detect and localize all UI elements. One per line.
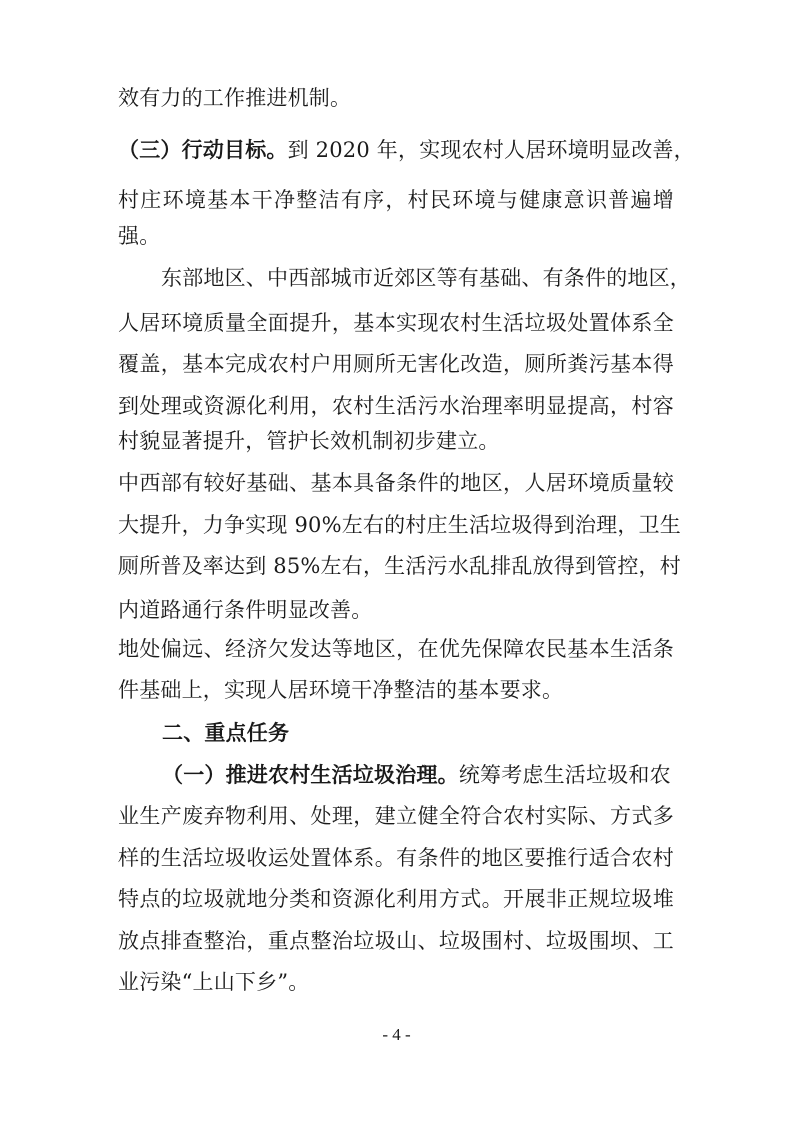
- page-number: - 4 -: [382, 1025, 411, 1044]
- paragraph-line: 强。: [118, 224, 161, 248]
- paragraph-line: 村庄环境基本干净整洁有序，村民环境与健康意识普遍增: [118, 188, 674, 212]
- heading-action-goal: （三）行动目标。: [118, 137, 288, 162]
- paragraph-line: 厕所普及率达到 85%左右，生活污水乱排乱放得到管控，村: [118, 554, 681, 578]
- heading-line: [118, 136, 695, 164]
- paragraph-line: 覆盖，基本完成农村户用厕所无害化改造，厕所粪污基本得: [118, 352, 674, 376]
- paragraph-line: 地处偏远、经济欠发达等地区，在优先保障农民基本生活条: [118, 637, 674, 661]
- paragraph-text: 到 2020 年，实现农村人居环境明显改善，: [287, 138, 695, 162]
- paragraph-line: 特点的垃圾就地分类和资源化利用方式。开展非正规垃圾堆: [118, 887, 674, 911]
- paragraph-line: 样的生活垃圾收运处置体系。有条件的地区要推行适合农村: [118, 846, 674, 870]
- heading-garbage-governance: （一）推进农村生活垃圾治理。: [162, 762, 459, 787]
- paragraph-line: 效有力的工作推进机制。: [118, 86, 352, 110]
- paragraph-line: 业污染“上山下乡”。: [118, 970, 310, 994]
- paragraph-line: 中西部有较好基础、基本具备条件的地区，人居环境质量较: [118, 471, 674, 495]
- paragraph-line: 到处理或资源化利用，农村生活污水治理率明显提高，村容: [118, 394, 674, 418]
- paragraph-line: 件基础上，实现人居环境干净整洁的基本要求。: [118, 678, 564, 702]
- section-heading: 二、重点任务: [162, 720, 290, 745]
- paragraph-line: 业生产废弃物利用、处理，建立健全符合农村实际、方式多: [118, 804, 674, 828]
- heading-line: [162, 761, 671, 789]
- paragraph-line: 内道路通行条件明显改善。: [118, 598, 373, 622]
- paragraph-text: 统筹考虑生活垃圾和农: [458, 763, 671, 787]
- paragraph-line: 村貌显著提升，管护长效机制初步建立。: [118, 429, 500, 453]
- paragraph-line: 人居环境质量全面提升，基本实现农村生活垃圾处置体系全: [118, 311, 674, 335]
- paragraph-line: 东部地区、中西部城市近郊区等有基础、有条件的地区，: [161, 266, 691, 290]
- paragraph-line: 放点排查整治，重点整治垃圾山、垃圾围村、垃圾围坝、工: [118, 929, 674, 953]
- paragraph-line: 大提升，力争实现 90%左右的村庄生活垃圾得到治理，卫生: [118, 513, 681, 537]
